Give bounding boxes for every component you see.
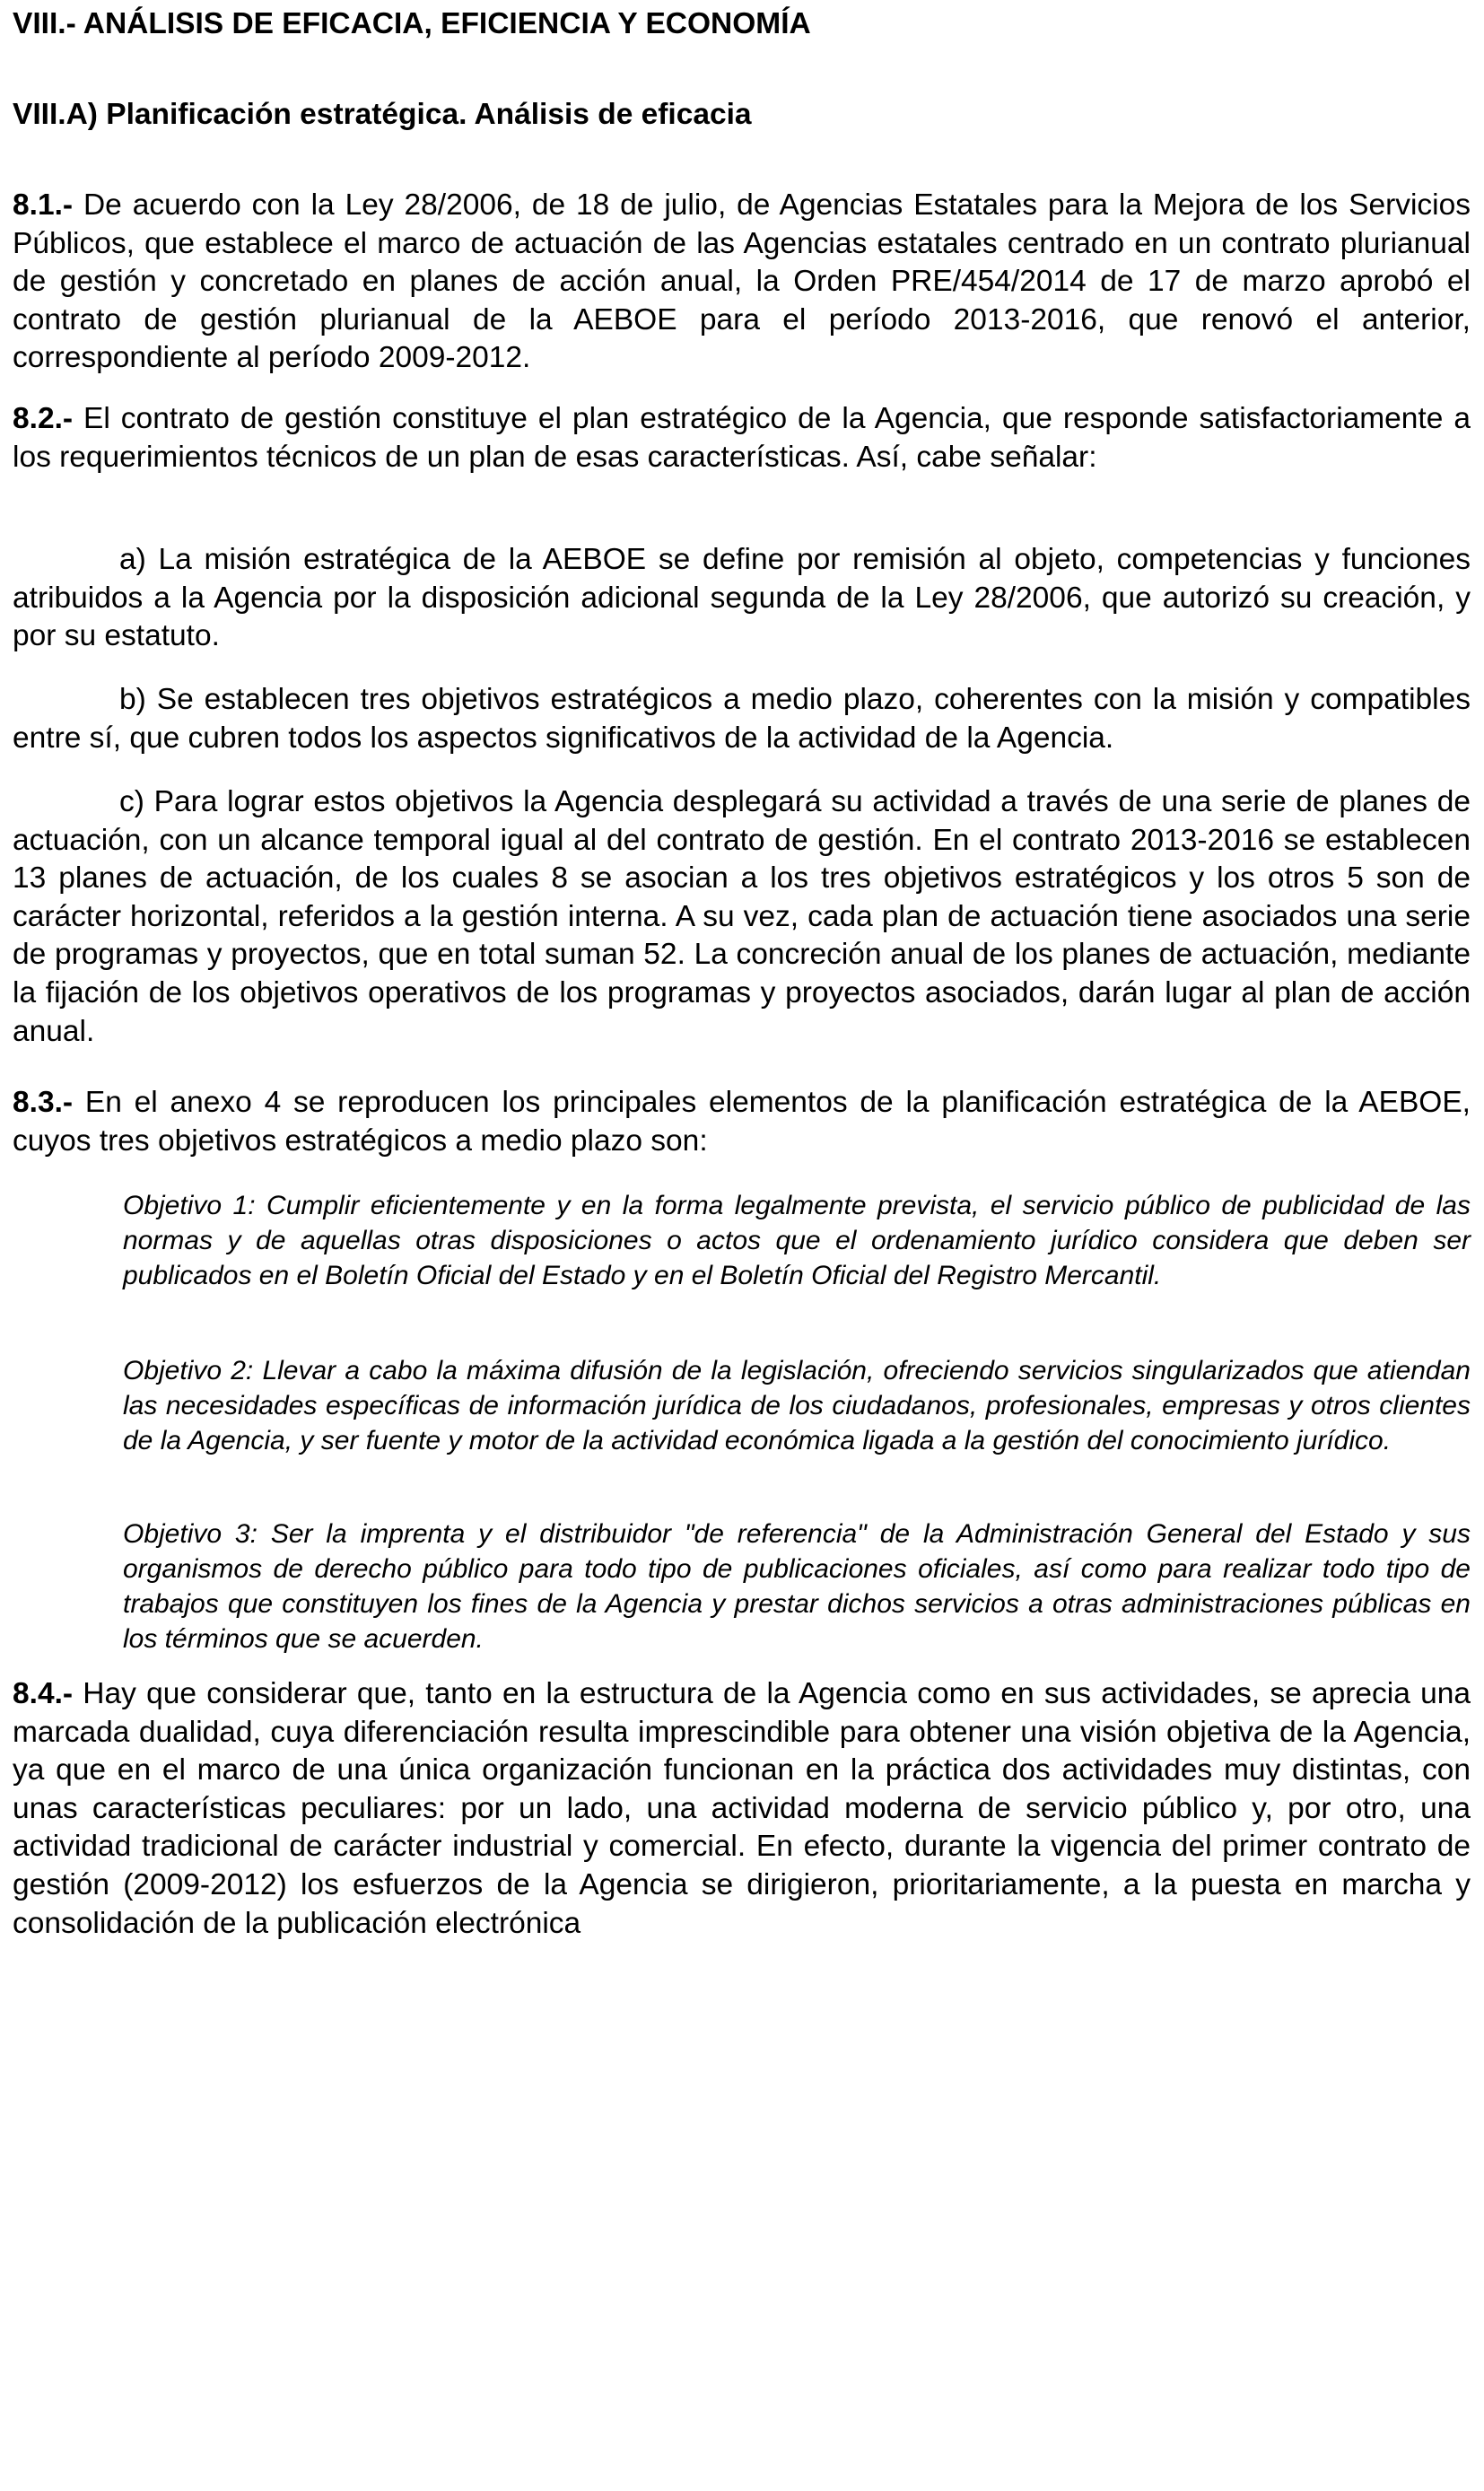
objective-2: Objetivo 2: Llevar a cabo la máxima difusión de la legislación, ofreciendo servicios singularizados que atiendan las necesidades específicas de información jurídica de los ciudadanos, profesionales, empresas y otros clientes de la Agencia, y ser fuente y motor de la actividad económica ligada a la gestión del conocimiento jurídico.	[123, 1356, 1471, 1455]
paragraph-text: Hay que considerar que, tanto en la estructura de la Agencia como en sus actividades, se aprecia una marcada dualidad, cuya diferenciación resulta imprescindible para obtener una visión objetiva de la Agencia, ya que en el marco de una única organización funcionan en la práctica dos actividades muy distintas, con unas características peculiares: por un lado, una actividad moderna de servicio público y, por otro, una actividad tradicional de carácter industrial y comercial. En efecto, durante la vigencia del primer contrato de gestión (2009-2012) los esfuerzos de la Agencia se dirigieron, prioritariamente, a la puesta en marcha y consolidación de la publicación electrónica	[13, 1677, 1471, 1940]
paragraph-text: El contrato de gestión constituye el plan estratégico de la Agencia, que responde satisfactoriamente a los requerimientos técnicos de un plan de esas características. Así, cabe señalar:	[13, 402, 1471, 474]
paragraph-text: De acuerdo con la Ley 28/2006, de 18 de julio, de Agencias Estatales para la Mejora de los Servicios Públicos, que establece el marco de actuación de las Agencias estatales centrado en un contrato plurianual de gestión y concretado en planes de acción anual, la Orden PRE/454/2014 de 17 de marzo aprobó el contrato de gestión plurianual de la AEBOE para el período 2013-2016, que renovó el anterior, correspondiente al período 2009-2012.	[13, 188, 1471, 375]
paragraph-8-3	[13, 1084, 1471, 1160]
section-heading: VIII.- ANÁLISIS DE EFICACIA, EFICIENCIA Y ECONOMÍA	[13, 7, 811, 40]
paragraph-8-1	[13, 187, 1471, 378]
paragraph-number: 8.1.-	[13, 188, 74, 222]
paragraph-8-2-c: c) Para lograr estos objetivos la Agencia desplegará su actividad a través de una serie de planes de actuación, con un alcance temporal igual al del contrato de gestión. En el contrato 2013-2016 se establecen 13 planes de actuación, de los cuales 8 se asocian a los tres objetivos estratégicos y los otros 5 son de carácter horizontal, referidos a la gestión interna. A su vez, cada plan de actuación tiene asociados una serie de programas y proyectos, que en total suman 52. La concreción anual de los planes de actuación, mediante la fijación de los objetivos operativos de los programas y proyectos asociados, darán lugar al plan de acción anual.	[13, 785, 1471, 1048]
paragraph-8-2	[13, 400, 1471, 476]
paragraph-number: 8.2.-	[13, 402, 74, 435]
paragraph-text: En el anexo 4 se reproducen los principales elementos de la planificación estratégica de la AEBOE, cuyos tres objetivos estratégicos a medio plazo son:	[13, 1086, 1471, 1158]
paragraph-8-2-a: a) La misión estratégica de la AEBOE se define por remisión al objeto, competencias y funciones atribuidos a la Agencia por la disposición adicional segunda de la Ley 28/2006, que autorizó su creación, y por su estatuto.	[13, 543, 1471, 653]
objective-1: Objetivo 1: Cumplir eficientemente y en la forma legalmente prevista, el servicio público de publicidad de las normas y de aquellas otras disposiciones o actos que el ordenamiento jurídico considera que deben ser publicados en el Boletín Oficial del Estado y en el Boletín Oficial del Registro Mercantil.	[123, 1191, 1471, 1290]
paragraph-number: 8.4.-	[13, 1677, 74, 1710]
paragraph-8-4	[13, 1675, 1471, 1943]
paragraph-number: 8.3.-	[13, 1086, 74, 1119]
subsection-heading: VIII.A) Planificación estratégica. Análisis de eficacia	[13, 98, 752, 131]
paragraph-8-2-b: b) Se establecen tres objetivos estratégicos a medio plazo, coherentes con la misión y compatibles entre sí, que cubren todos los aspectos significativos de la actividad de la Agencia.	[13, 683, 1471, 755]
objective-3: Objetivo 3: Ser la imprenta y el distribuidor "de referencia" de la Administración General del Estado y sus organismos de derecho público para todo tipo de publicaciones oficiales, así como para realizar todo tipo de trabajos que constituyen los fines de la Agencia y prestar dichos servicios a otras administraciones públicas en los términos que se acuerden.	[123, 1519, 1471, 1654]
